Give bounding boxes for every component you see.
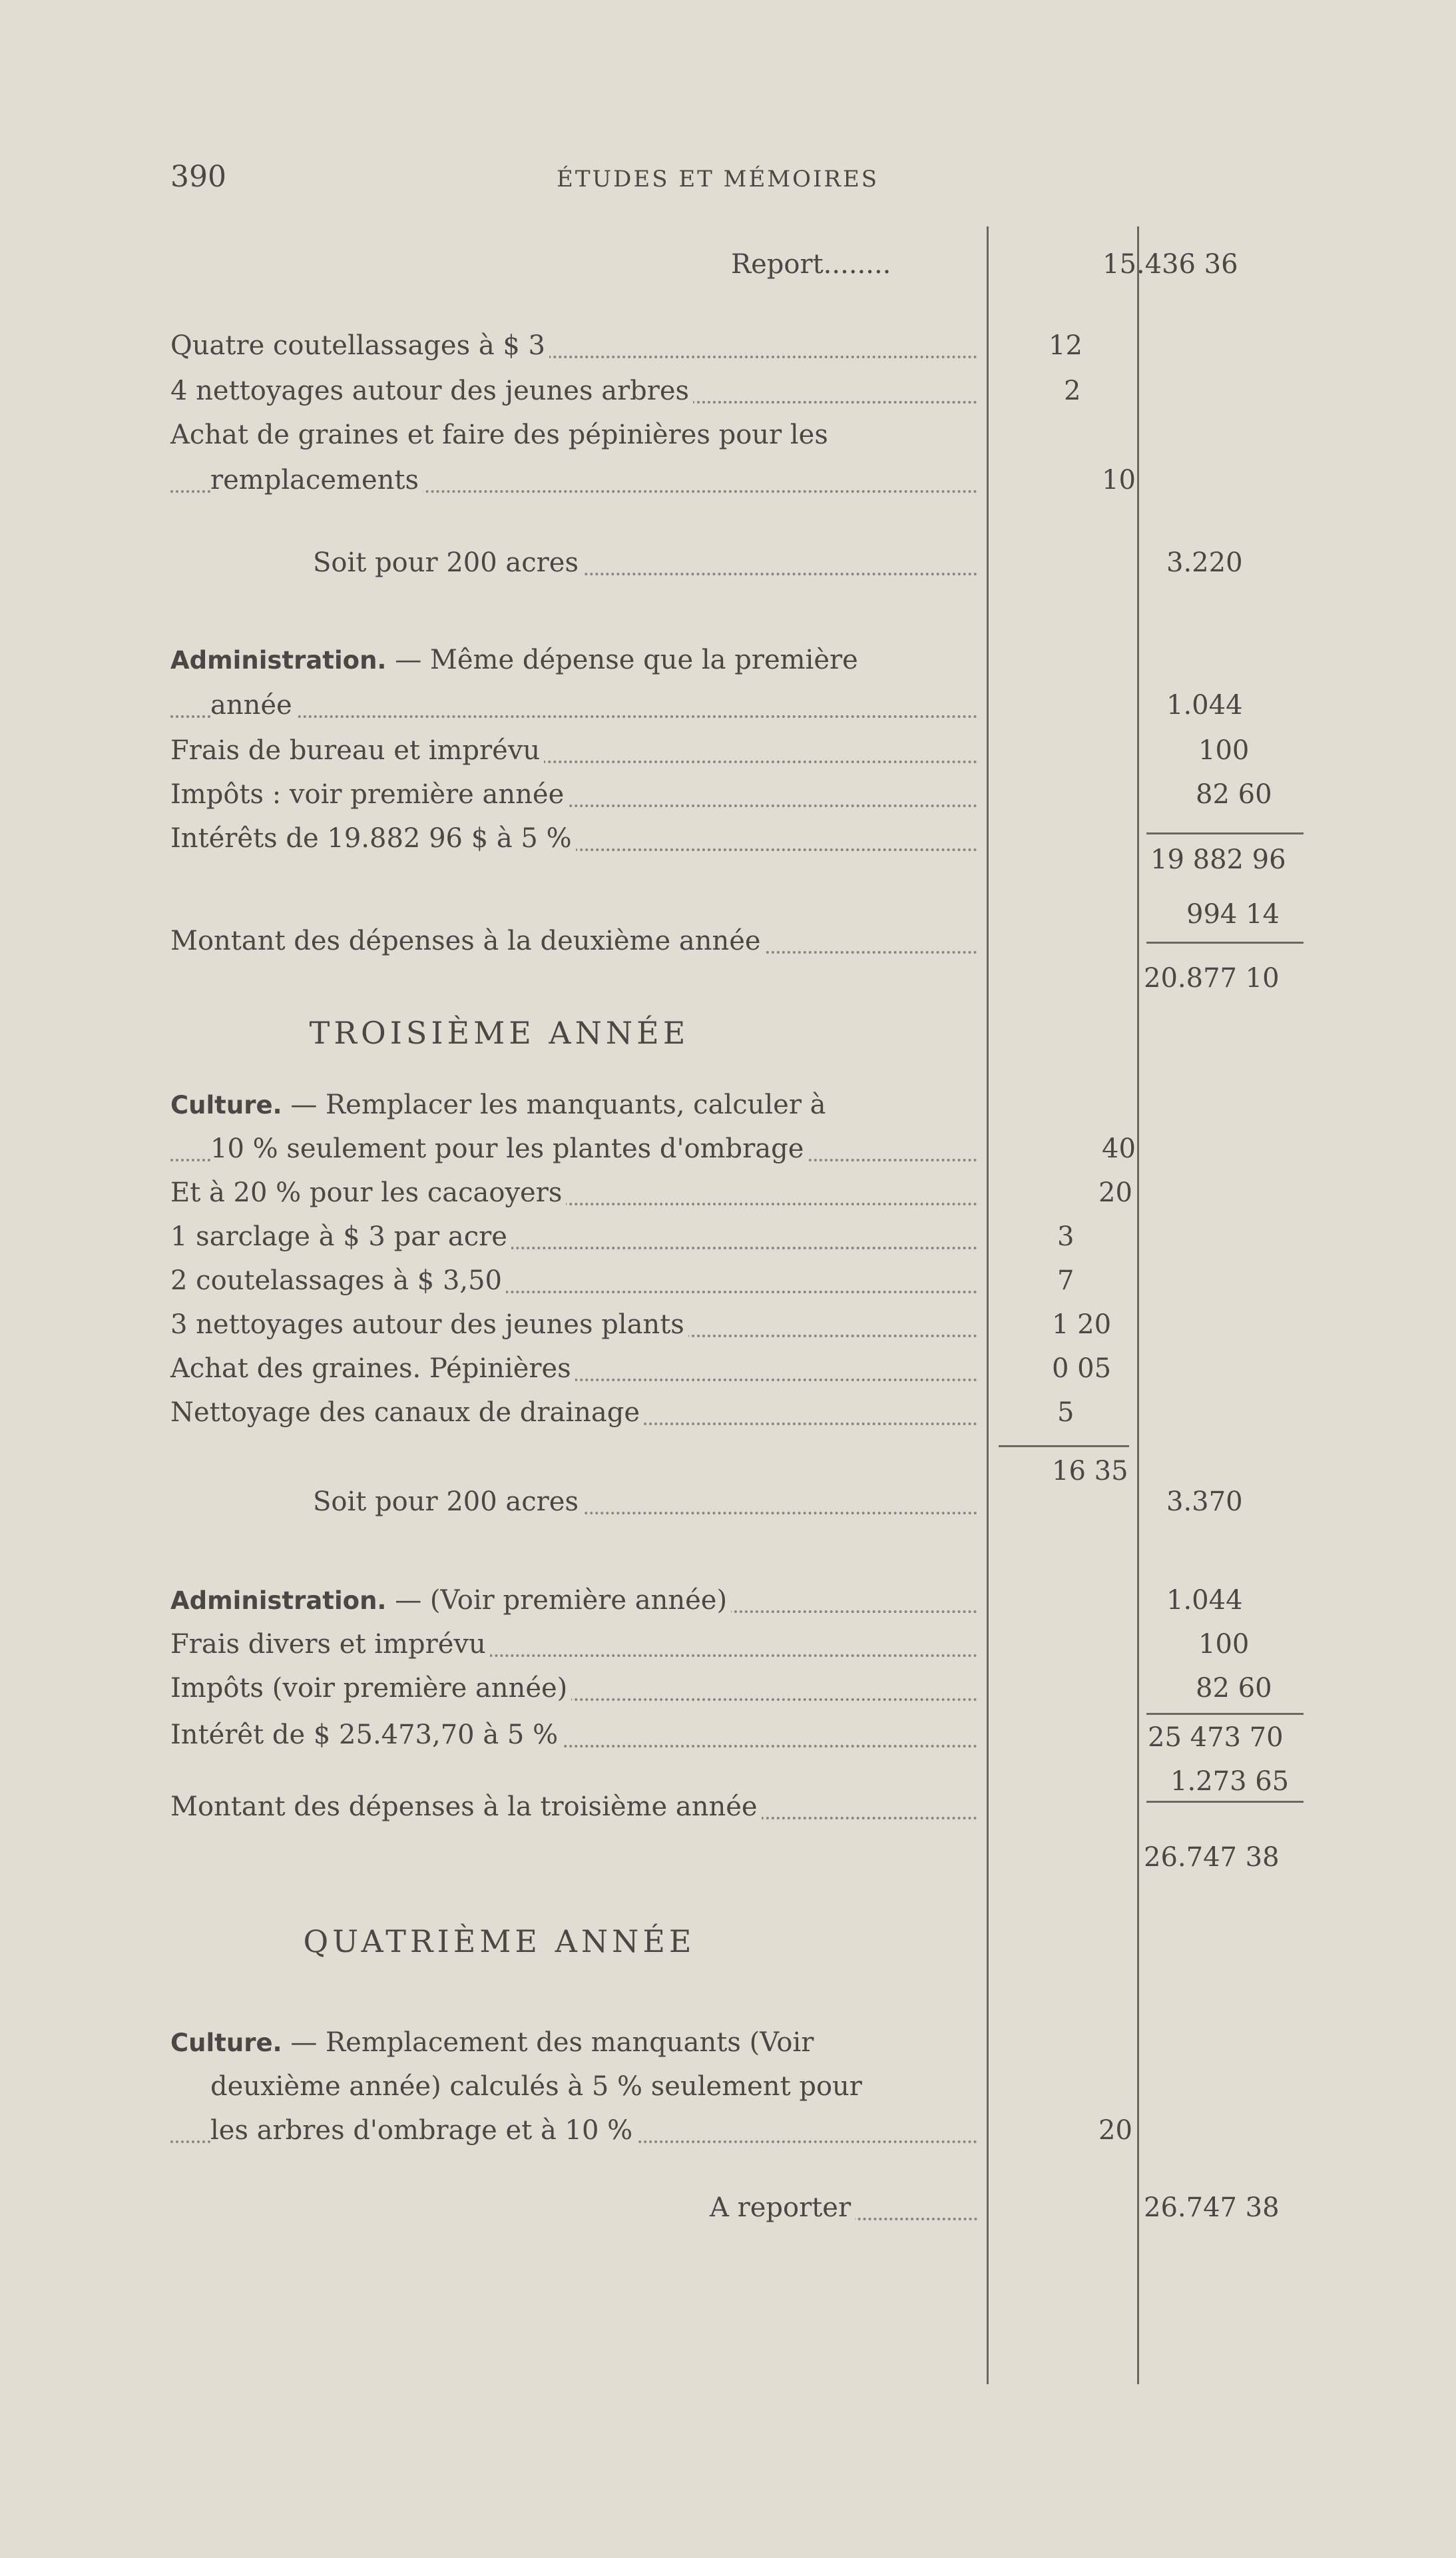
column1-value: 2 (1064, 376, 1081, 406)
culture4-line1: Culture. — Remplacement des manquants (Voir (170, 2027, 814, 2058)
list-item: Intérêt de $ 25.473,70 à 5 % (170, 1710, 977, 1754)
sum-rule (1146, 1713, 1304, 1715)
column1-value: 20 (1098, 2115, 1132, 2146)
achat-line1: Achat de graines et faire des pépinières pour les (170, 420, 828, 450)
column1-value: 0 05 (1052, 1353, 1112, 1384)
list-item: Soit pour 200 acres (313, 538, 977, 582)
sum-rule (1146, 1801, 1304, 1803)
column2-value: 26.747 38 (1144, 1842, 1280, 1873)
column2-value: 20.877 10 (1144, 963, 1280, 994)
list-item: les arbres d'ombrage et à 10 % (170, 2106, 977, 2150)
list-item: 2 coutelassages à $ 3,50 (170, 1256, 977, 1300)
column1-subtotal: 16 35 (1052, 1456, 1128, 1486)
sum-rule (1146, 942, 1304, 944)
column1-value: 5 (1057, 1397, 1075, 1428)
list-item: Intérêts de 19.882 96 $ à 5 % (170, 814, 977, 858)
column2-value: 25 473 70 (1148, 1722, 1284, 1753)
list-item: Impôts : voir première année (170, 770, 977, 814)
column2-value: 3.220 (1166, 547, 1243, 578)
list-item: Et à 20 % pour les cacaoyers (170, 1168, 977, 1212)
culture4-line2: deuxième année) calculés à 5 % seulement pour (210, 2071, 862, 2102)
column1-value: 3 (1057, 1221, 1075, 1252)
list-item: Frais divers et imprévu (170, 1620, 977, 1664)
column2-value: 82 60 (1196, 1673, 1272, 1704)
list-item: Administration. — (Voir première année) (170, 1576, 977, 1620)
column2-value: 1.273 65 (1170, 1766, 1290, 1797)
column-rule-2 (1137, 226, 1139, 2384)
column1-value: 1 20 (1052, 1309, 1112, 1340)
list-item: Soit pour 200 acres (313, 1477, 977, 1521)
list-item: Achat des graines. Pépinières (170, 1344, 977, 1388)
column1-value: 40 (1102, 1133, 1136, 1164)
report-label: Report........ (731, 249, 891, 280)
list-item: Impôts (voir première année) (170, 1664, 977, 1708)
section-heading: TROISIÈME ANNÉE (309, 1015, 690, 1051)
column1-value: 20 (1098, 1177, 1132, 1208)
column2-value: 1.044 (1166, 1585, 1243, 1616)
list-item: Montant des dépenses à la troisième année (170, 1782, 977, 1826)
list-item: 1 sarclage à $ 3 par acre (170, 1212, 977, 1256)
column2-value: 19 882 96 (1150, 844, 1286, 875)
column2-value: 100 (1198, 1629, 1250, 1660)
list-item: 3 nettoyages autour des jeunes plants (170, 1300, 977, 1344)
section-heading: QUATRIÈME ANNÉE (303, 1923, 696, 1959)
column2-value: 994 14 (1186, 899, 1280, 930)
list-item: Nettoyage des canaux de drainage (170, 1388, 977, 1432)
list-item: Quatre coutellassages à $ 3 (170, 321, 977, 365)
list-item: Montant des dépenses à la deuxième année (170, 916, 977, 960)
list-item: année (170, 681, 977, 725)
report-amount: 15.436 36 (1102, 249, 1238, 280)
column2-value: 1.044 (1166, 690, 1243, 721)
running-title: ÉTUDES ET MÉMOIRES (557, 166, 879, 192)
sum-rule (1146, 832, 1304, 834)
column-rule-1 (987, 226, 989, 2384)
column1-value: 10 (1102, 465, 1136, 495)
sum-rule (999, 1445, 1129, 1447)
admin2-line1: Administration. — Même dépense que la première (170, 645, 858, 675)
column2-value: 100 (1198, 735, 1250, 766)
column1-value: 12 (1049, 330, 1083, 361)
list-item: A reporter (710, 2183, 977, 2227)
column2-value: 82 60 (1196, 779, 1272, 810)
list-item: 10 % seulement pour les plantes d'ombrage (170, 1124, 977, 1168)
list-item: 4 nettoyages autour des jeunes arbres (170, 366, 977, 410)
column2-value: 26.747 38 (1144, 2192, 1280, 2223)
list-item: remplacements (170, 456, 977, 499)
column2-value: 3.370 (1166, 1486, 1243, 1517)
page-number: 390 (170, 160, 226, 194)
column1-value: 7 (1057, 1265, 1075, 1296)
list-item: Frais de bureau et imprévu (170, 726, 977, 770)
culture3-line1: Culture. — Remplacer les manquants, calculer à (170, 1090, 826, 1120)
